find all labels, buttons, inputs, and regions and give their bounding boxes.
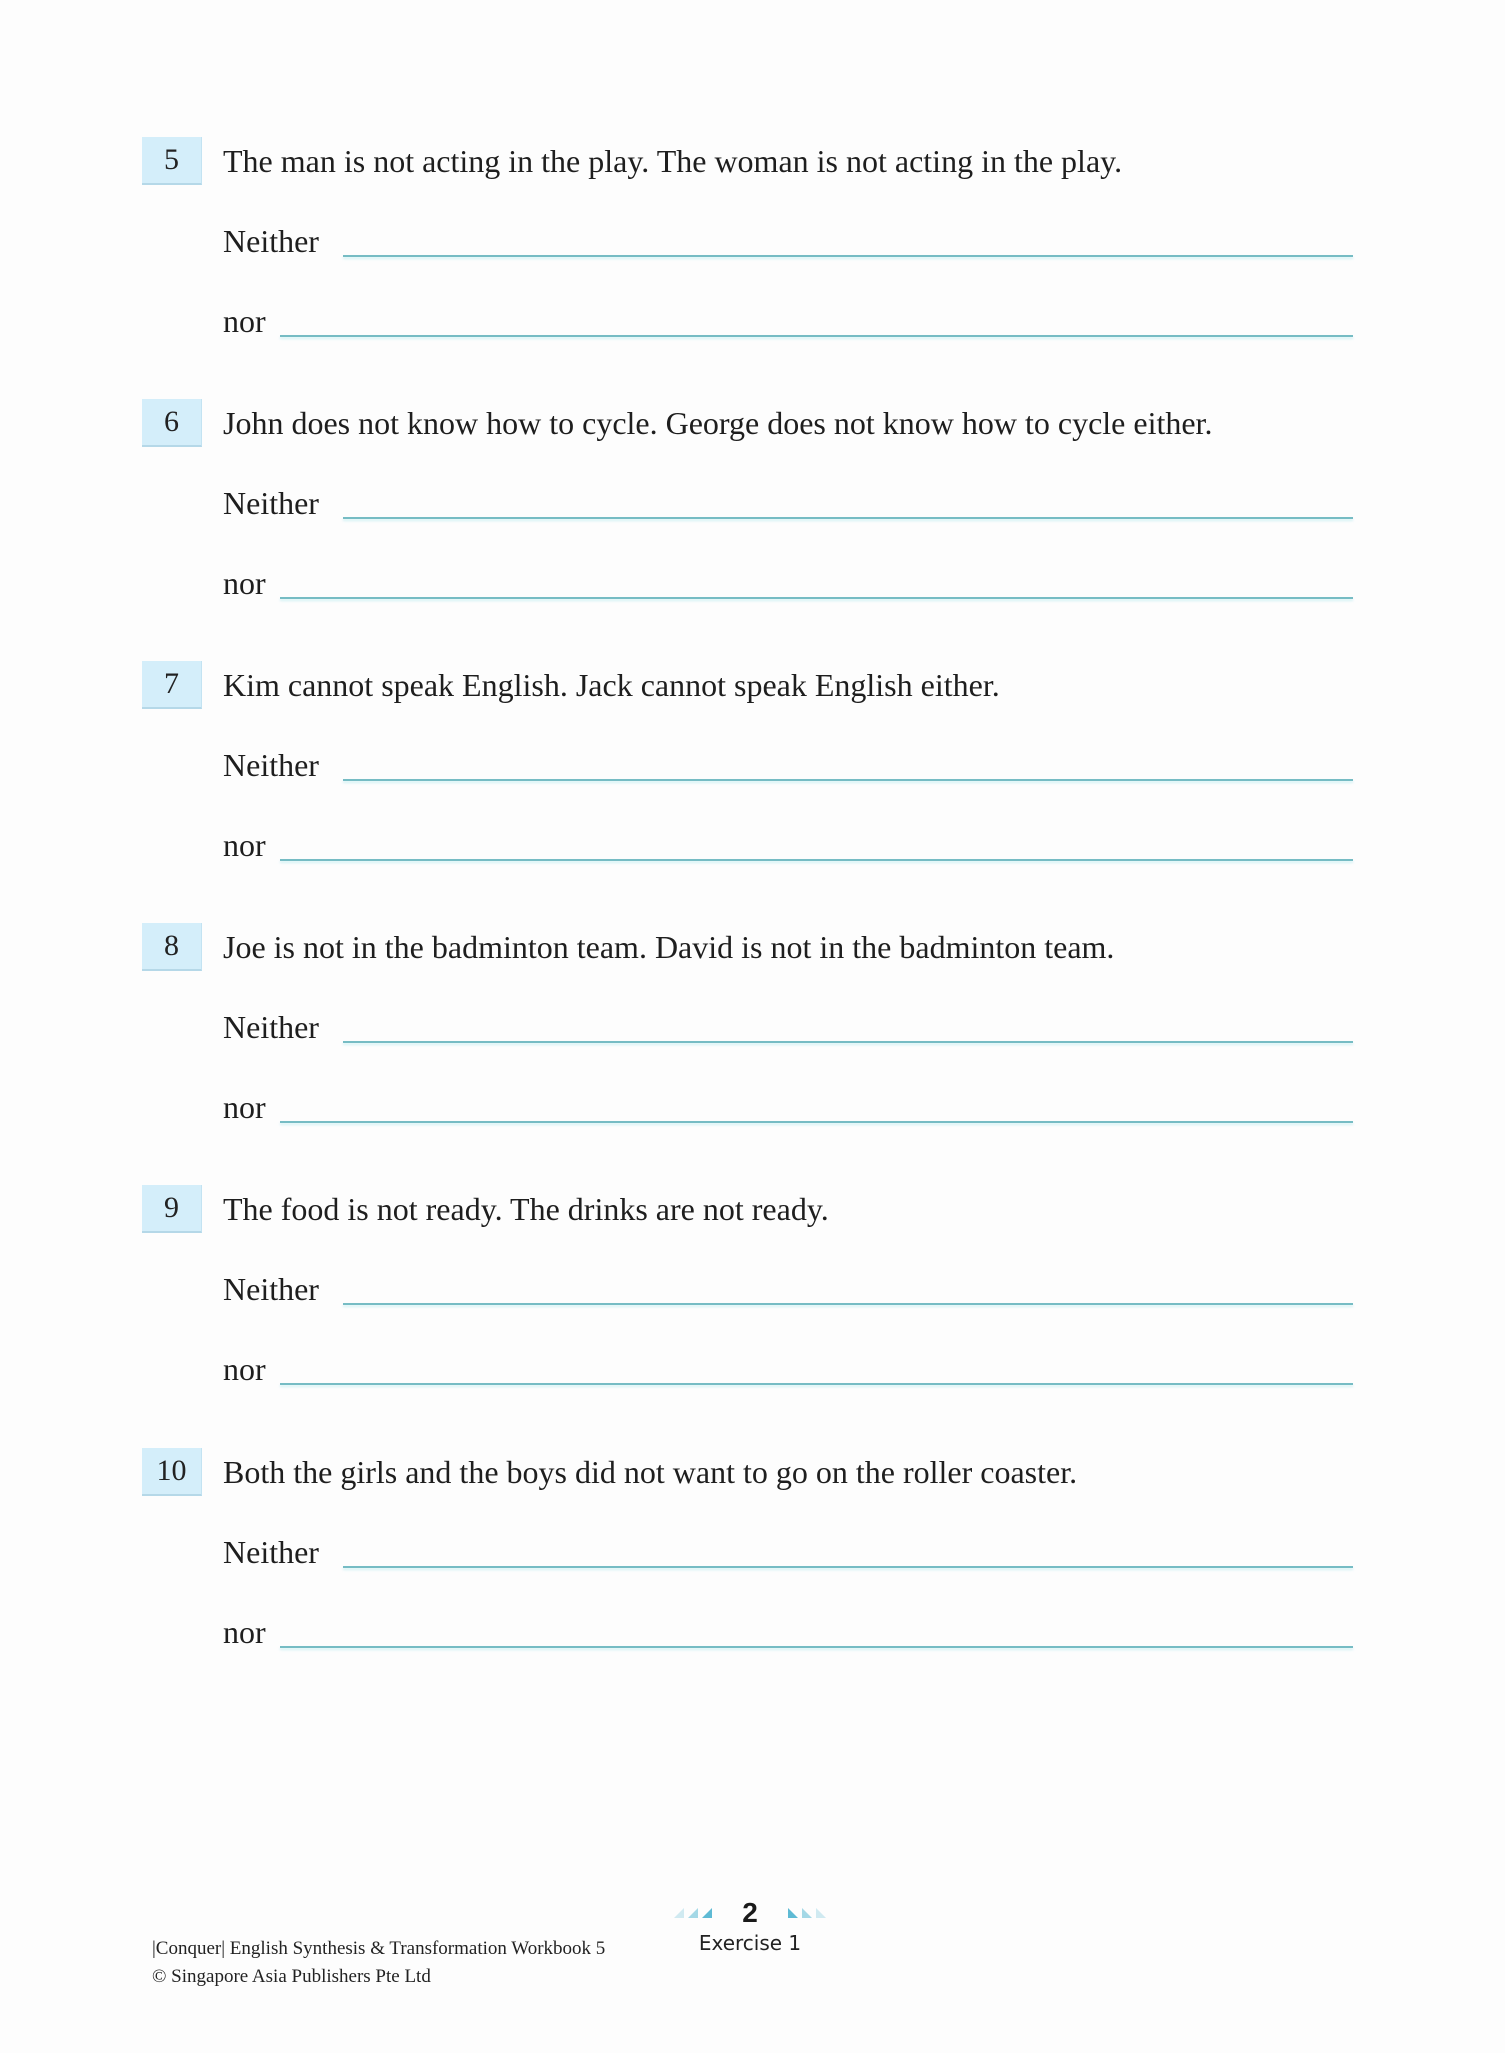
question-number-badge: 6 <box>142 399 202 447</box>
answer-blank-line[interactable] <box>280 597 1353 599</box>
answer-blank-line[interactable] <box>343 1041 1353 1043</box>
question-item <box>0 399 1505 661</box>
prompt-neither: Neither <box>223 747 319 783</box>
book-title: |Conquer| English Synthesis & Transformation Workbook 5 <box>152 1938 606 1959</box>
answer-row-neither <box>223 1007 1353 1047</box>
answer-row-nor <box>223 1087 1353 1127</box>
question-item <box>0 1185 1505 1447</box>
question-text: The food is not ready. The drinks are not ready. <box>223 1191 829 1227</box>
page-number: 2 <box>742 1897 758 1928</box>
answer-row-neither <box>223 221 1353 261</box>
answer-blank-line[interactable] <box>280 1383 1353 1385</box>
prompt-nor: nor <box>223 827 266 863</box>
question-item <box>0 137 1505 399</box>
question-text: John does not know how to cycle. George does not know how to cycle either. <box>223 405 1213 441</box>
triangle-decoration-icon <box>674 1908 684 1918</box>
question-text: Kim cannot speak English. Jack cannot speak English either. <box>223 667 1000 703</box>
answer-blank-line[interactable] <box>280 1121 1353 1123</box>
question-text: The man is not acting in the play. The woman is not acting in the play. <box>223 143 1123 179</box>
answer-blank-line[interactable] <box>280 335 1353 337</box>
question-number-badge: 7 <box>142 661 202 709</box>
answer-blank-line[interactable] <box>280 859 1353 861</box>
question-item <box>0 923 1505 1185</box>
answer-row-neither <box>223 745 1353 785</box>
answer-blank-line[interactable] <box>280 1646 1353 1648</box>
prompt-nor: nor <box>223 1089 266 1125</box>
triangle-decoration-icon <box>802 1908 812 1918</box>
copyright-notice: © Singapore Asia Publishers Pte Ltd <box>152 1966 431 1987</box>
page-number-row <box>660 1898 840 1928</box>
answer-row-neither <box>223 1532 1353 1572</box>
page-marker <box>660 1898 840 1956</box>
triangle-decoration-icon <box>788 1908 798 1918</box>
prompt-nor: nor <box>223 565 266 601</box>
footer-credits <box>152 1935 605 1991</box>
question-number-badge: 5 <box>142 137 202 185</box>
prompt-nor: nor <box>223 303 266 339</box>
triangle-decoration-icon <box>688 1908 698 1918</box>
answer-blank-line[interactable] <box>343 779 1353 781</box>
question-number-badge: 10 <box>142 1448 202 1496</box>
answer-blank-line[interactable] <box>343 1303 1353 1305</box>
answer-blank-line[interactable] <box>343 1566 1353 1568</box>
answer-row-nor <box>223 1349 1353 1389</box>
question-item <box>0 1448 1505 1710</box>
answer-row-nor <box>223 1612 1353 1652</box>
prompt-neither: Neither <box>223 1534 319 1570</box>
answer-row-nor <box>223 301 1353 341</box>
answer-row-neither <box>223 483 1353 523</box>
prompt-nor: nor <box>223 1351 266 1387</box>
triangle-decoration-icon <box>702 1908 712 1918</box>
exercise-label: Exercise 1 <box>698 1931 802 1955</box>
prompt-neither: Neither <box>223 223 319 259</box>
answer-row-nor <box>223 825 1353 865</box>
triangle-decoration-icon <box>816 1908 826 1918</box>
question-item <box>0 661 1505 923</box>
prompt-nor: nor <box>223 1614 266 1650</box>
prompt-neither: Neither <box>223 485 319 521</box>
question-text: Both the girls and the boys did not want to go on the roller coaster. <box>223 1454 1078 1490</box>
prompt-neither: Neither <box>223 1009 319 1045</box>
question-text: Joe is not in the badminton team. David is not in the badminton team. <box>223 929 1115 965</box>
answer-blank-line[interactable] <box>343 517 1353 519</box>
question-number-badge: 9 <box>142 1185 202 1233</box>
question-number-badge: 8 <box>142 923 202 971</box>
answer-row-nor <box>223 563 1353 603</box>
answer-blank-line[interactable] <box>343 255 1353 257</box>
answer-row-neither <box>223 1269 1353 1309</box>
prompt-neither: Neither <box>223 1271 319 1307</box>
